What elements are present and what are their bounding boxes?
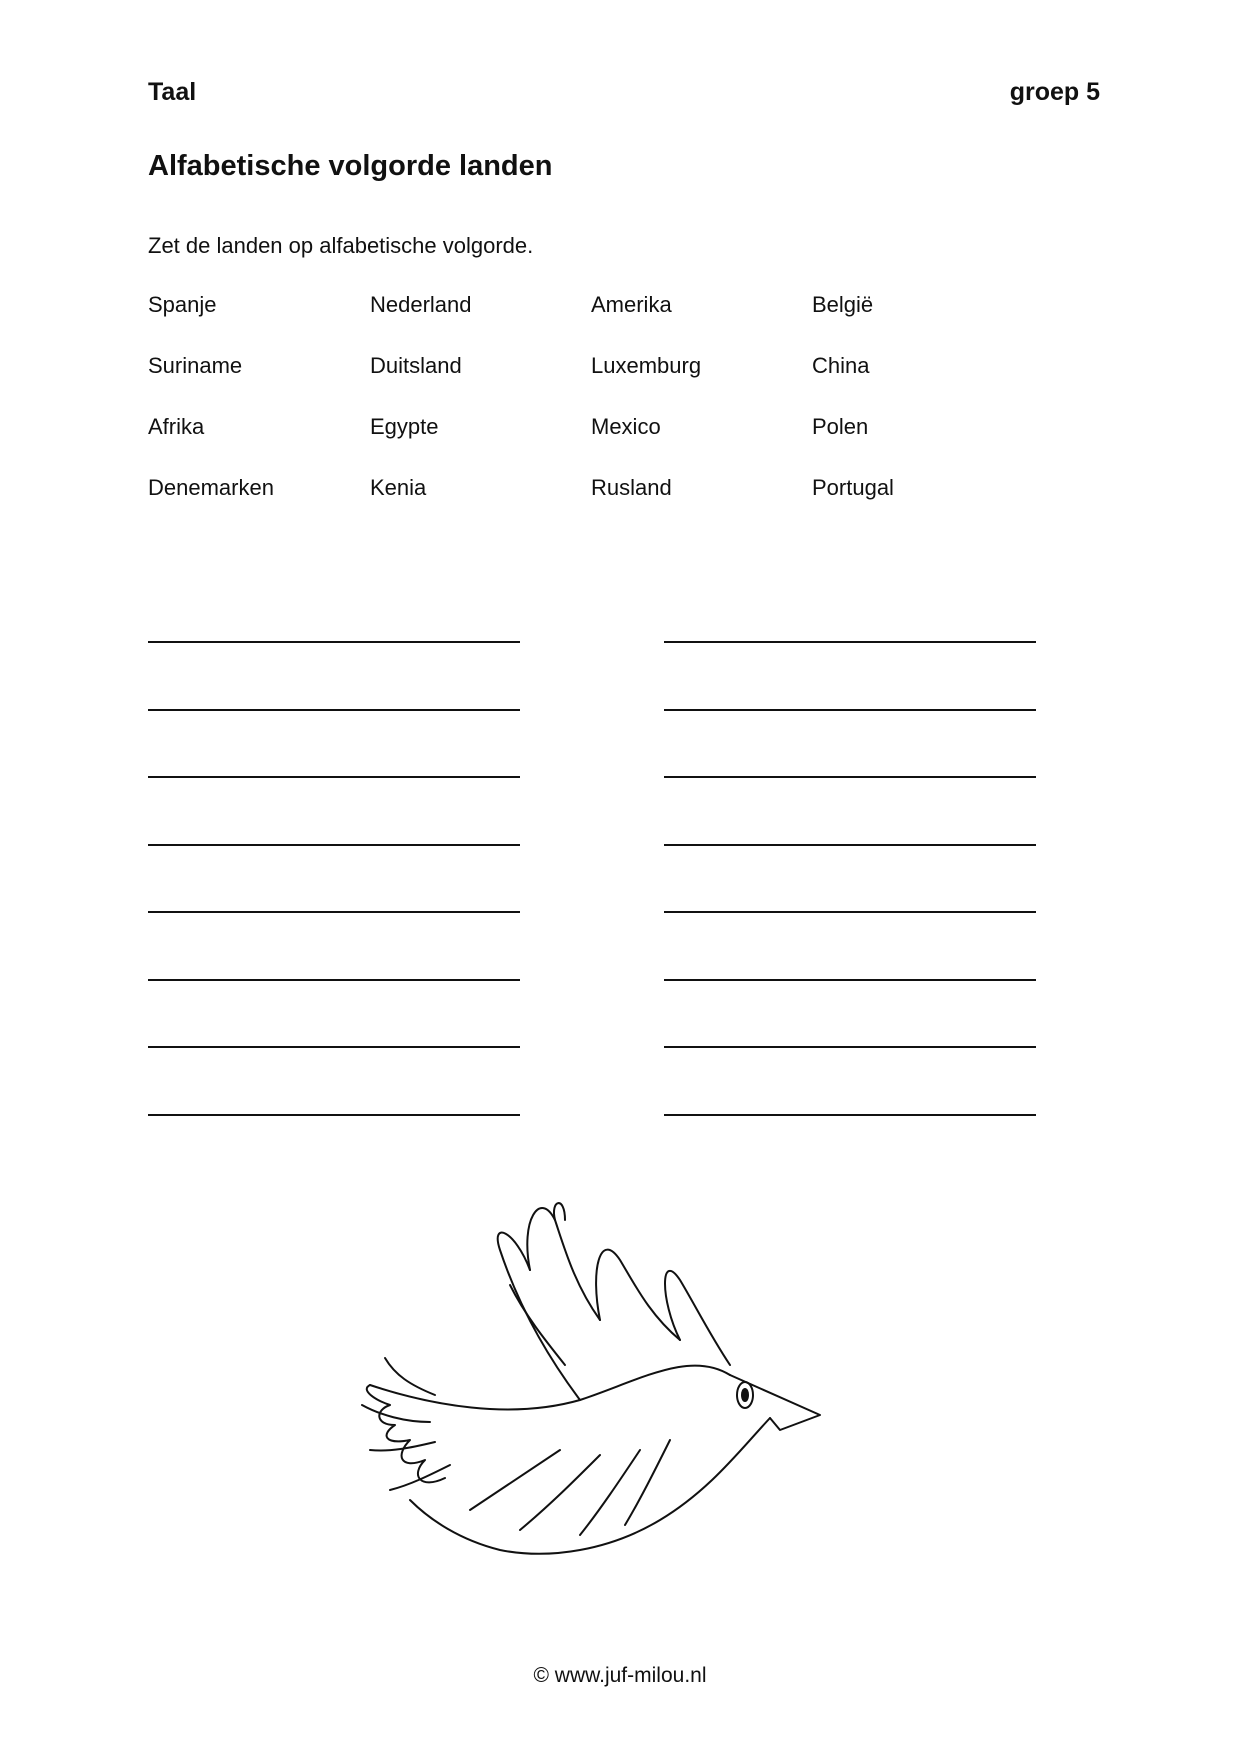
country-word: Suriname xyxy=(148,353,243,378)
answer-line[interactable] xyxy=(664,844,1036,846)
subject-label: Taal xyxy=(148,78,197,106)
country-word: Nederland xyxy=(370,292,472,317)
country-word: Spanje xyxy=(148,292,217,317)
answer-line[interactable] xyxy=(664,1046,1036,1048)
bird-drawing xyxy=(350,1190,830,1570)
answer-line[interactable] xyxy=(664,641,1036,643)
country-word: Portugal xyxy=(812,475,894,500)
footer-copyright: © www.juf-milou.nl xyxy=(533,1664,707,1687)
answer-line[interactable] xyxy=(148,1046,520,1048)
answer-line[interactable] xyxy=(664,1114,1036,1116)
grade-label: groep 5 xyxy=(1009,78,1100,106)
answer-line[interactable] xyxy=(148,1114,520,1116)
answer-line[interactable] xyxy=(148,641,520,643)
country-word: Denemarken xyxy=(148,475,274,500)
page-title: Alfabetische volgorde landen xyxy=(148,150,553,182)
country-word: Afrika xyxy=(148,414,205,439)
answer-line[interactable] xyxy=(664,709,1036,711)
answer-line[interactable] xyxy=(664,911,1036,913)
country-word: Amerika xyxy=(591,292,672,317)
country-word: Luxemburg xyxy=(591,353,702,378)
answer-line[interactable] xyxy=(148,911,520,913)
answer-line[interactable] xyxy=(664,776,1036,778)
country-word: België xyxy=(812,292,874,317)
country-word: Mexico xyxy=(591,414,661,439)
country-word: China xyxy=(812,353,870,378)
country-word: Kenia xyxy=(370,475,427,500)
country-word: Polen xyxy=(812,414,869,439)
answer-line[interactable] xyxy=(664,979,1036,981)
answer-line[interactable] xyxy=(148,979,520,981)
instruction-text: Zet de landen op alfabetische volgorde. xyxy=(148,233,534,258)
country-word: Duitsland xyxy=(370,353,462,378)
country-word: Rusland xyxy=(591,475,672,500)
answer-line[interactable] xyxy=(148,776,520,778)
answer-line[interactable] xyxy=(148,709,520,711)
answer-line[interactable] xyxy=(148,844,520,846)
country-word: Egypte xyxy=(370,414,439,439)
